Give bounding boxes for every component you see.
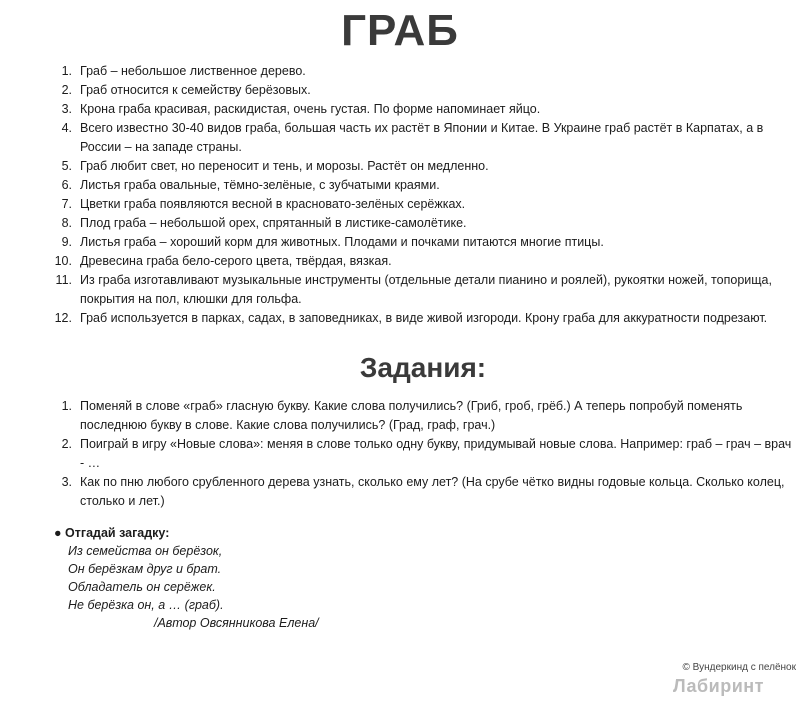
fact-item <box>50 252 795 271</box>
fact-number: 9. <box>61 235 72 249</box>
task-number: 3. <box>61 475 72 489</box>
task-item <box>50 435 795 473</box>
fact-number: 8. <box>61 216 72 230</box>
task-text: Поиграй в игру «Новые слова»: меняя в слове только одну букву, придумывай новые слова. Например: граб – грач – врач - … <box>80 437 792 470</box>
fact-number: 2. <box>61 83 72 97</box>
fact-item <box>50 195 795 214</box>
riddle-line: Не берёзка он, а … (граб). <box>68 598 224 612</box>
task-text: Как по пню любого срубленного дерева узнать, сколько ему лет? (На срубе чётко видны годовые кольца. Сколько колец, столько и лет.) <box>80 475 785 508</box>
fact-text: Крона граба красивая, раскидистая, очень густая. По форме напоминает яйцо. <box>80 102 541 116</box>
fact-item <box>50 81 795 100</box>
fact-text: Граб используется в парках, садах, в заповедниках, в виде живой изгороди. Крону граба для аккуратности подрезают. <box>80 311 768 325</box>
fact-number: 12. <box>54 311 72 325</box>
task-text: Поменяй в слове «граб» гласную букву. Какие слова получились? (Гриб, гроб, грёб.) А теперь попробуй поменять последнюю букву в слове. Какие слова получились? (Град, граф, грач.) <box>80 399 743 432</box>
riddle-author: /Автор Овсянникова Елена/ <box>154 616 319 630</box>
fact-item <box>50 62 795 81</box>
fact-text: Плод граба – небольшой орех, спрятанный в листике-самолётике. <box>80 216 467 230</box>
fact-item <box>50 271 795 309</box>
riddle-block <box>54 524 474 632</box>
task-number: 1. <box>61 399 72 413</box>
fact-text: Листья граба овальные, тёмно-зелёные, с зубчатыми краями. <box>80 178 440 192</box>
fact-number: 7. <box>61 197 72 211</box>
fact-item <box>50 309 795 328</box>
facts-list <box>50 62 795 328</box>
fact-number: 11. <box>55 273 72 287</box>
fact-number: 10. <box>54 254 72 268</box>
riddle-line: Обладатель он серёжек. <box>68 580 216 594</box>
riddle-line: Из семейства он берёзок, <box>68 544 223 558</box>
fact-number: 5. <box>61 159 72 173</box>
riddle-title: ● Отгадай загадку: <box>54 526 170 540</box>
fact-number: 1. <box>61 64 72 78</box>
task-item <box>50 473 795 511</box>
fact-item <box>50 176 795 195</box>
fact-text: Граб относится к семейству берёзовых. <box>80 83 311 97</box>
fact-text: Граб любит свет, но переносит и тень, и морозы. Растёт он медленно. <box>80 159 489 173</box>
labirint-watermark: Лабиринт <box>672 676 764 696</box>
fact-text: Из граба изготавливают музыкальные инструменты (отдельные детали пианино и роялей), рукоятки ножей, топорища, покрытия на пол, клюшки для гольфа. <box>80 273 772 306</box>
fact-number: 6. <box>61 178 72 192</box>
copyright-note: © Вундеркинд с пелёнок <box>682 662 796 673</box>
fact-text: Цветки граба появляются весной в красновато-зелёных серёжках. <box>80 197 466 211</box>
fact-item <box>50 100 795 119</box>
fact-number: 3. <box>61 102 72 116</box>
task-number: 2. <box>61 437 72 451</box>
fact-item <box>50 233 795 252</box>
fact-text: Всего известно 30-40 видов граба, большая часть их растёт в Японии и Китае. В Украине граб растёт в Карпатах, а в России – на западе страны. <box>80 121 764 154</box>
fact-text: Граб – небольшое лиственное дерево. <box>80 64 306 78</box>
task-item <box>50 397 795 435</box>
page-title: ГРАБ <box>341 6 459 55</box>
fact-text: Древесина граба бело-серого цвета, твёрдая, вязкая. <box>80 254 392 268</box>
riddle-line: Он берёзкам друг и брат. <box>68 562 222 576</box>
tasks-heading: Задания: <box>359 352 487 383</box>
tasks-list <box>50 397 795 511</box>
fact-item <box>50 157 795 176</box>
fact-item <box>50 214 795 233</box>
fact-text: Листья граба – хороший корм для животных. Плодами и почками питаются многие птицы. <box>80 235 604 249</box>
fact-number: 4. <box>61 121 72 135</box>
fact-item <box>50 119 795 157</box>
